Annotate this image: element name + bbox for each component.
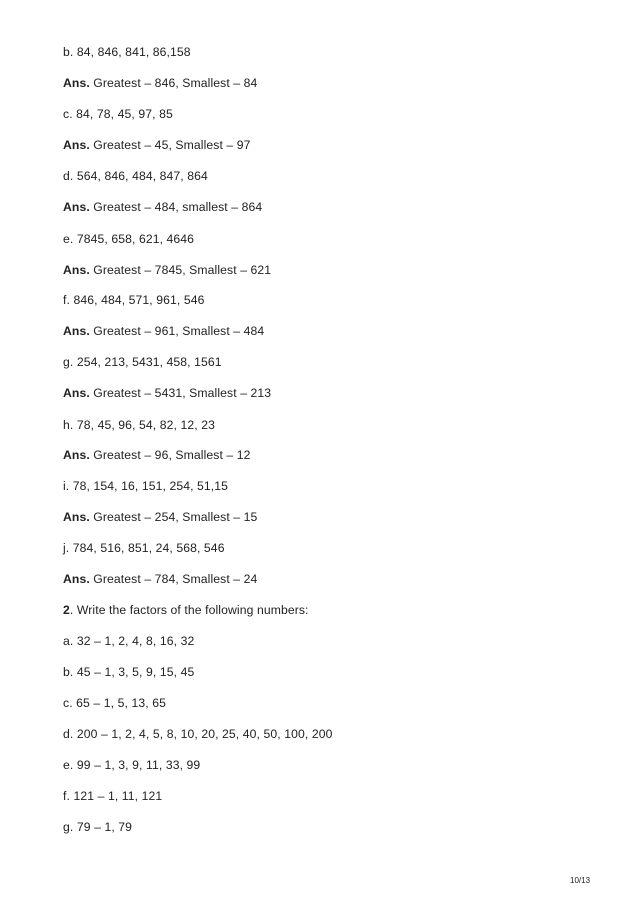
answer-line (63, 138, 251, 153)
line-text: f. 846, 484, 571, 961, 546 (63, 293, 205, 307)
answer-label: Ans. (63, 76, 90, 90)
line-text: Greatest – 484, smallest – 864 (89, 200, 263, 214)
answer-line (63, 263, 271, 278)
question-line (63, 169, 208, 184)
line-text: Greatest – 5431, Smallest – 213 (89, 386, 272, 400)
line-text: Greatest – 96, Smallest – 12 (89, 448, 251, 462)
line-text: j. 784, 516, 851, 24, 568, 546 (63, 541, 225, 555)
factor-line (63, 696, 166, 711)
question-line (63, 293, 205, 308)
question-line (63, 541, 225, 556)
answer-label: Ans. (63, 448, 90, 462)
question-line (63, 418, 215, 433)
answer-label: Ans. (63, 386, 90, 400)
answer-line (63, 510, 257, 525)
line-text: e. 7845, 658, 621, 4646 (63, 232, 195, 246)
line-text: . Write the factors of the following numbers: (69, 603, 309, 617)
line-text: a. 32 – 1, 2, 4, 8, 16, 32 (63, 634, 195, 648)
line-text: b. 45 – 1, 3, 5, 9, 15, 45 (63, 665, 195, 679)
line-text: d. 200 – 1, 2, 4, 5, 8, 10, 20, 25, 40, 50, 100, 200 (63, 727, 333, 741)
answer-line (63, 448, 251, 463)
answer-line (63, 386, 271, 401)
line-text: g. 79 – 1, 79 (63, 820, 133, 834)
line-text: c. 84, 78, 45, 97, 85 (63, 107, 173, 121)
answer-label: Ans. (63, 572, 90, 586)
line-text: Greatest – 961, Smallest – 484 (89, 324, 265, 338)
line-text: Greatest – 45, Smallest – 97 (89, 138, 251, 152)
factor-line (63, 789, 162, 804)
line-text: b. 84, 846, 841, 86,158 (63, 45, 191, 59)
line-text: g. 254, 213, 5431, 458, 1561 (63, 355, 222, 369)
answer-line (63, 324, 264, 339)
question-line (63, 107, 173, 122)
line-text: h. 78, 45, 96, 54, 82, 12, 23 (63, 418, 215, 432)
answer-label: Ans. (63, 510, 90, 524)
line-text: i. 78, 154, 16, 151, 254, 51,15 (63, 479, 229, 493)
factor-line (63, 634, 194, 649)
line-text: e. 99 – 1, 3, 9, 11, 33, 99 (63, 758, 201, 772)
section-heading (63, 603, 309, 618)
answer-line (63, 200, 262, 215)
line-text: f. 121 – 1, 11, 121 (63, 789, 163, 803)
question-line (63, 45, 191, 60)
answer-line (63, 572, 257, 587)
answer-label: Ans. (63, 200, 90, 214)
factor-line (63, 758, 200, 773)
factor-line (63, 820, 132, 835)
line-text: Greatest – 254, Smallest – 15 (89, 510, 258, 524)
factor-line (63, 727, 332, 742)
answer-label: Ans. (63, 138, 90, 152)
answer-line (63, 76, 257, 91)
answer-label: Ans. (63, 263, 90, 277)
question-line (63, 232, 194, 247)
line-text: Greatest – 7845, Smallest – 621 (89, 263, 272, 277)
question-line (63, 355, 222, 370)
line-text: Greatest – 846, Smallest – 84 (89, 76, 258, 90)
line-text: c. 65 – 1, 5, 13, 65 (63, 696, 166, 710)
question-line (63, 479, 228, 494)
line-text: Greatest – 784, Smallest – 24 (89, 572, 258, 586)
factor-line (63, 665, 194, 680)
section-number: 2 (63, 603, 70, 617)
line-text: d. 564, 846, 484, 847, 864 (63, 169, 208, 183)
answer-label: Ans. (63, 324, 90, 338)
page-number: 10/13 (570, 876, 591, 885)
